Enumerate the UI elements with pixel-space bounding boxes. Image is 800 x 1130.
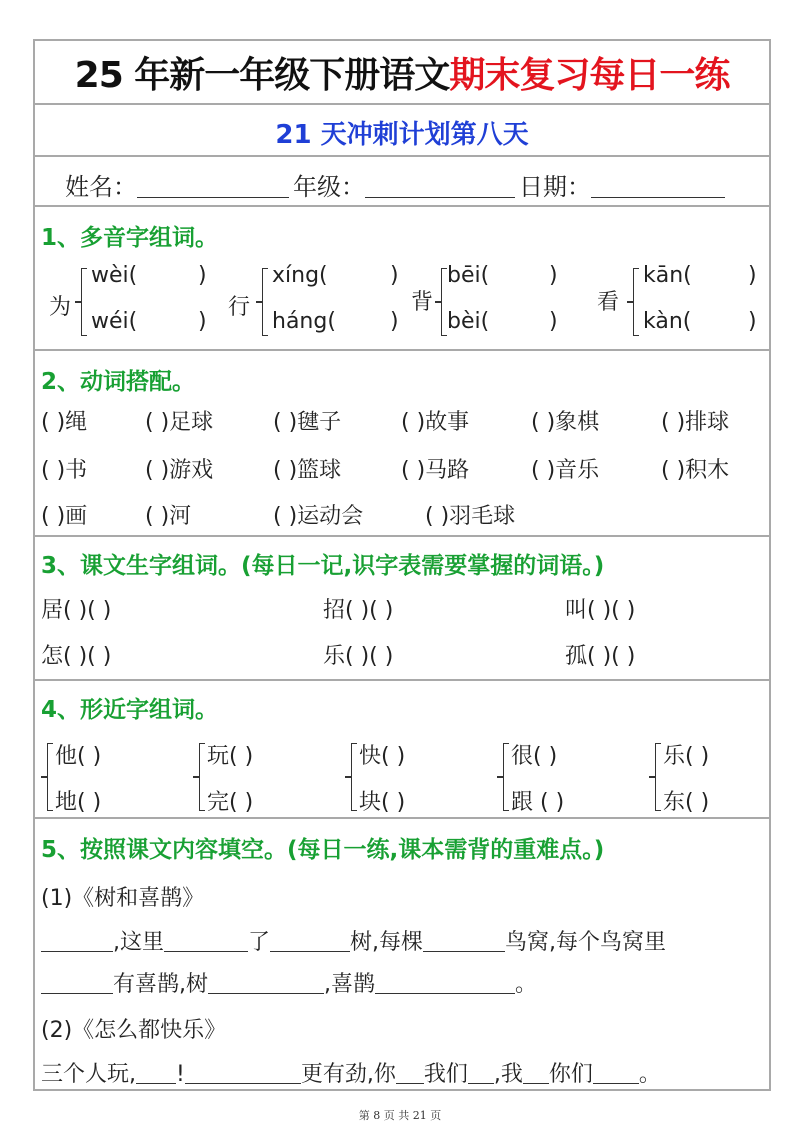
brace-tip-icon <box>649 776 655 778</box>
date-field[interactable] <box>519 167 725 202</box>
worksheet <box>33 39 771 1091</box>
fill-blank[interactable] <box>41 972 113 994</box>
text-title: (1)《树和喜鹊》 <box>41 886 205 911</box>
word-item: 叫( )( ) <box>565 598 636 623</box>
pair-top: 他( ) <box>55 744 102 769</box>
brace-icon <box>655 743 661 811</box>
page-footer: 第 8 页 共 21 页 <box>358 1109 442 1122</box>
fill-text: ! <box>176 1062 185 1087</box>
verb-item: ( )毽子 <box>273 410 342 435</box>
poly-char: 看 <box>597 290 620 315</box>
page-subtitle: 21 天冲刺计划第八天 <box>275 120 529 150</box>
pinyin-bottom: háng( <box>272 309 336 334</box>
brace-tip-icon <box>627 301 633 303</box>
verb-item: ( )篮球 <box>273 458 342 483</box>
word-item: 孤( )( ) <box>565 644 636 669</box>
section-fill-in <box>35 819 769 1089</box>
fill-text: 你们 <box>548 1062 593 1087</box>
section-similar-chars <box>35 681 769 819</box>
paren-close: ) <box>549 309 558 334</box>
fill-text: 有喜鹊,树 <box>113 972 208 997</box>
section-polyphonic <box>35 207 769 351</box>
brace-icon <box>81 268 87 336</box>
date-label: 日期： <box>519 173 591 201</box>
verb-item: ( )马路 <box>401 458 470 483</box>
grade-label: 年级： <box>293 173 365 201</box>
section-word-building <box>35 537 769 681</box>
fill-text: 了 <box>248 930 271 955</box>
fill-blank[interactable] <box>396 1062 424 1084</box>
brace-icon <box>199 743 205 811</box>
fill-line <box>41 967 537 998</box>
word-item: 居( )( ) <box>41 598 112 623</box>
fill-text: ,喜鹊 <box>324 972 375 997</box>
fill-blank[interactable] <box>208 972 324 994</box>
brace-tip-icon <box>75 301 81 303</box>
poly-char: 为 <box>49 295 72 320</box>
page-title <box>35 47 769 98</box>
pair-top: 很( ) <box>511 744 558 769</box>
fill-blank[interactable] <box>375 972 515 994</box>
pair-bottom: 块( ) <box>359 790 406 815</box>
paren-close: ) <box>390 309 399 334</box>
brace-tip-icon <box>256 301 262 303</box>
section-title: 3、课文生字组词。(每日一记,识字表需要掌握的词语。) <box>41 553 605 579</box>
fill-text: 。 <box>515 972 538 997</box>
pinyin-bottom: wéi( <box>91 309 138 334</box>
fill-blank[interactable] <box>468 1062 494 1084</box>
brace-icon <box>633 268 639 336</box>
fill-blank[interactable] <box>164 930 248 952</box>
verb-item: ( )绳 <box>41 410 88 435</box>
fill-blank[interactable] <box>423 930 505 952</box>
verb-item: ( )画 <box>41 504 88 529</box>
pinyin-bottom: bèi( <box>447 309 490 334</box>
fill-text: ,我 <box>493 1062 523 1087</box>
fill-blank[interactable] <box>523 1062 549 1084</box>
paren-close: ) <box>549 263 558 288</box>
verb-item: ( )游戏 <box>145 458 214 483</box>
text-title: (2)《怎么都快乐》 <box>41 1018 227 1043</box>
pair-top: 乐( ) <box>663 744 710 769</box>
brace-tip-icon <box>193 776 199 778</box>
fill-text: 更有劲,你 <box>300 1062 396 1087</box>
fill-blank[interactable] <box>41 930 113 952</box>
verb-item: ( )积木 <box>661 458 730 483</box>
section-title: 4、形近字组词。 <box>41 697 219 723</box>
paren-close: ) <box>390 263 399 288</box>
brace-icon <box>262 268 268 336</box>
pinyin-top: bēi( <box>447 263 490 288</box>
pinyin-top: xíng( <box>272 263 328 288</box>
verb-item: ( )象棋 <box>531 410 600 435</box>
title-main: 25 年新一年级下册语文 <box>74 55 450 96</box>
grade-blank[interactable] <box>365 174 515 198</box>
fill-text: 树,每棵 <box>350 930 424 955</box>
poly-char: 背 <box>411 290 434 315</box>
fill-text: ,这里 <box>113 930 164 955</box>
verb-item: ( )足球 <box>145 410 214 435</box>
fill-blank[interactable] <box>136 1062 176 1084</box>
poly-char: 行 <box>228 295 251 320</box>
pinyin-top: wèi( <box>91 263 138 288</box>
date-blank[interactable] <box>591 174 725 198</box>
section-title: 1、多音字组词。 <box>41 225 219 251</box>
pair-top: 玩( ) <box>207 744 254 769</box>
paren-close: ) <box>748 263 757 288</box>
grade-field[interactable] <box>293 167 515 202</box>
verb-item: ( )故事 <box>401 410 470 435</box>
verb-item: ( )书 <box>41 458 88 483</box>
verb-item: ( )音乐 <box>531 458 600 483</box>
name-label: 姓名： <box>65 173 137 201</box>
verb-item: ( )河 <box>145 504 192 529</box>
verb-item: ( )羽毛球 <box>425 504 516 529</box>
paren-close: ) <box>198 309 207 334</box>
fill-line <box>41 925 666 956</box>
fill-text: 。 <box>638 1062 661 1087</box>
brace-icon <box>503 743 509 811</box>
fill-text: 三个人玩, <box>41 1062 136 1087</box>
brace-tip-icon <box>345 776 351 778</box>
section-title: 5、按照课文内容填空。(每日一练,课本需背的重难点。) <box>41 837 605 863</box>
pair-top: 快( ) <box>359 744 406 769</box>
pair-bottom: 跟 ( ) <box>511 790 565 815</box>
word-item: 乐( )( ) <box>323 644 394 669</box>
pair-bottom: 地( ) <box>55 790 102 815</box>
word-item: 怎( )( ) <box>41 644 112 669</box>
fill-text: 我们 <box>423 1062 468 1087</box>
brace-tip-icon <box>41 776 47 778</box>
word-item: 招( )( ) <box>323 598 394 623</box>
verb-item: ( )运动会 <box>273 504 364 529</box>
pinyin-top: kān( <box>643 263 692 288</box>
name-field[interactable] <box>65 167 289 202</box>
name-blank[interactable] <box>137 174 289 198</box>
brace-icon <box>47 743 53 811</box>
pair-bottom: 完( ) <box>207 790 254 815</box>
fill-blank[interactable] <box>185 1062 301 1084</box>
section-title: 2、动词搭配。 <box>41 369 196 395</box>
brace-tip-icon <box>435 301 441 303</box>
pinyin-bottom: kàn( <box>643 309 692 334</box>
brace-tip-icon <box>497 776 503 778</box>
title-row <box>35 41 769 105</box>
paren-close: ) <box>198 263 207 288</box>
section-verb-match <box>35 351 769 537</box>
subtitle-row <box>35 105 769 157</box>
brace-icon <box>351 743 357 811</box>
title-accent: 期末复习每日一练 <box>449 55 730 96</box>
fill-blank[interactable] <box>593 1062 639 1084</box>
paren-close: ) <box>748 309 757 334</box>
fill-line <box>41 1057 661 1088</box>
fill-blank[interactable] <box>270 930 350 952</box>
verb-item: ( )排球 <box>661 410 730 435</box>
fill-text: 鸟窝,每个鸟窝里 <box>505 930 667 955</box>
pair-bottom: 东( ) <box>663 790 710 815</box>
info-row <box>35 157 769 207</box>
